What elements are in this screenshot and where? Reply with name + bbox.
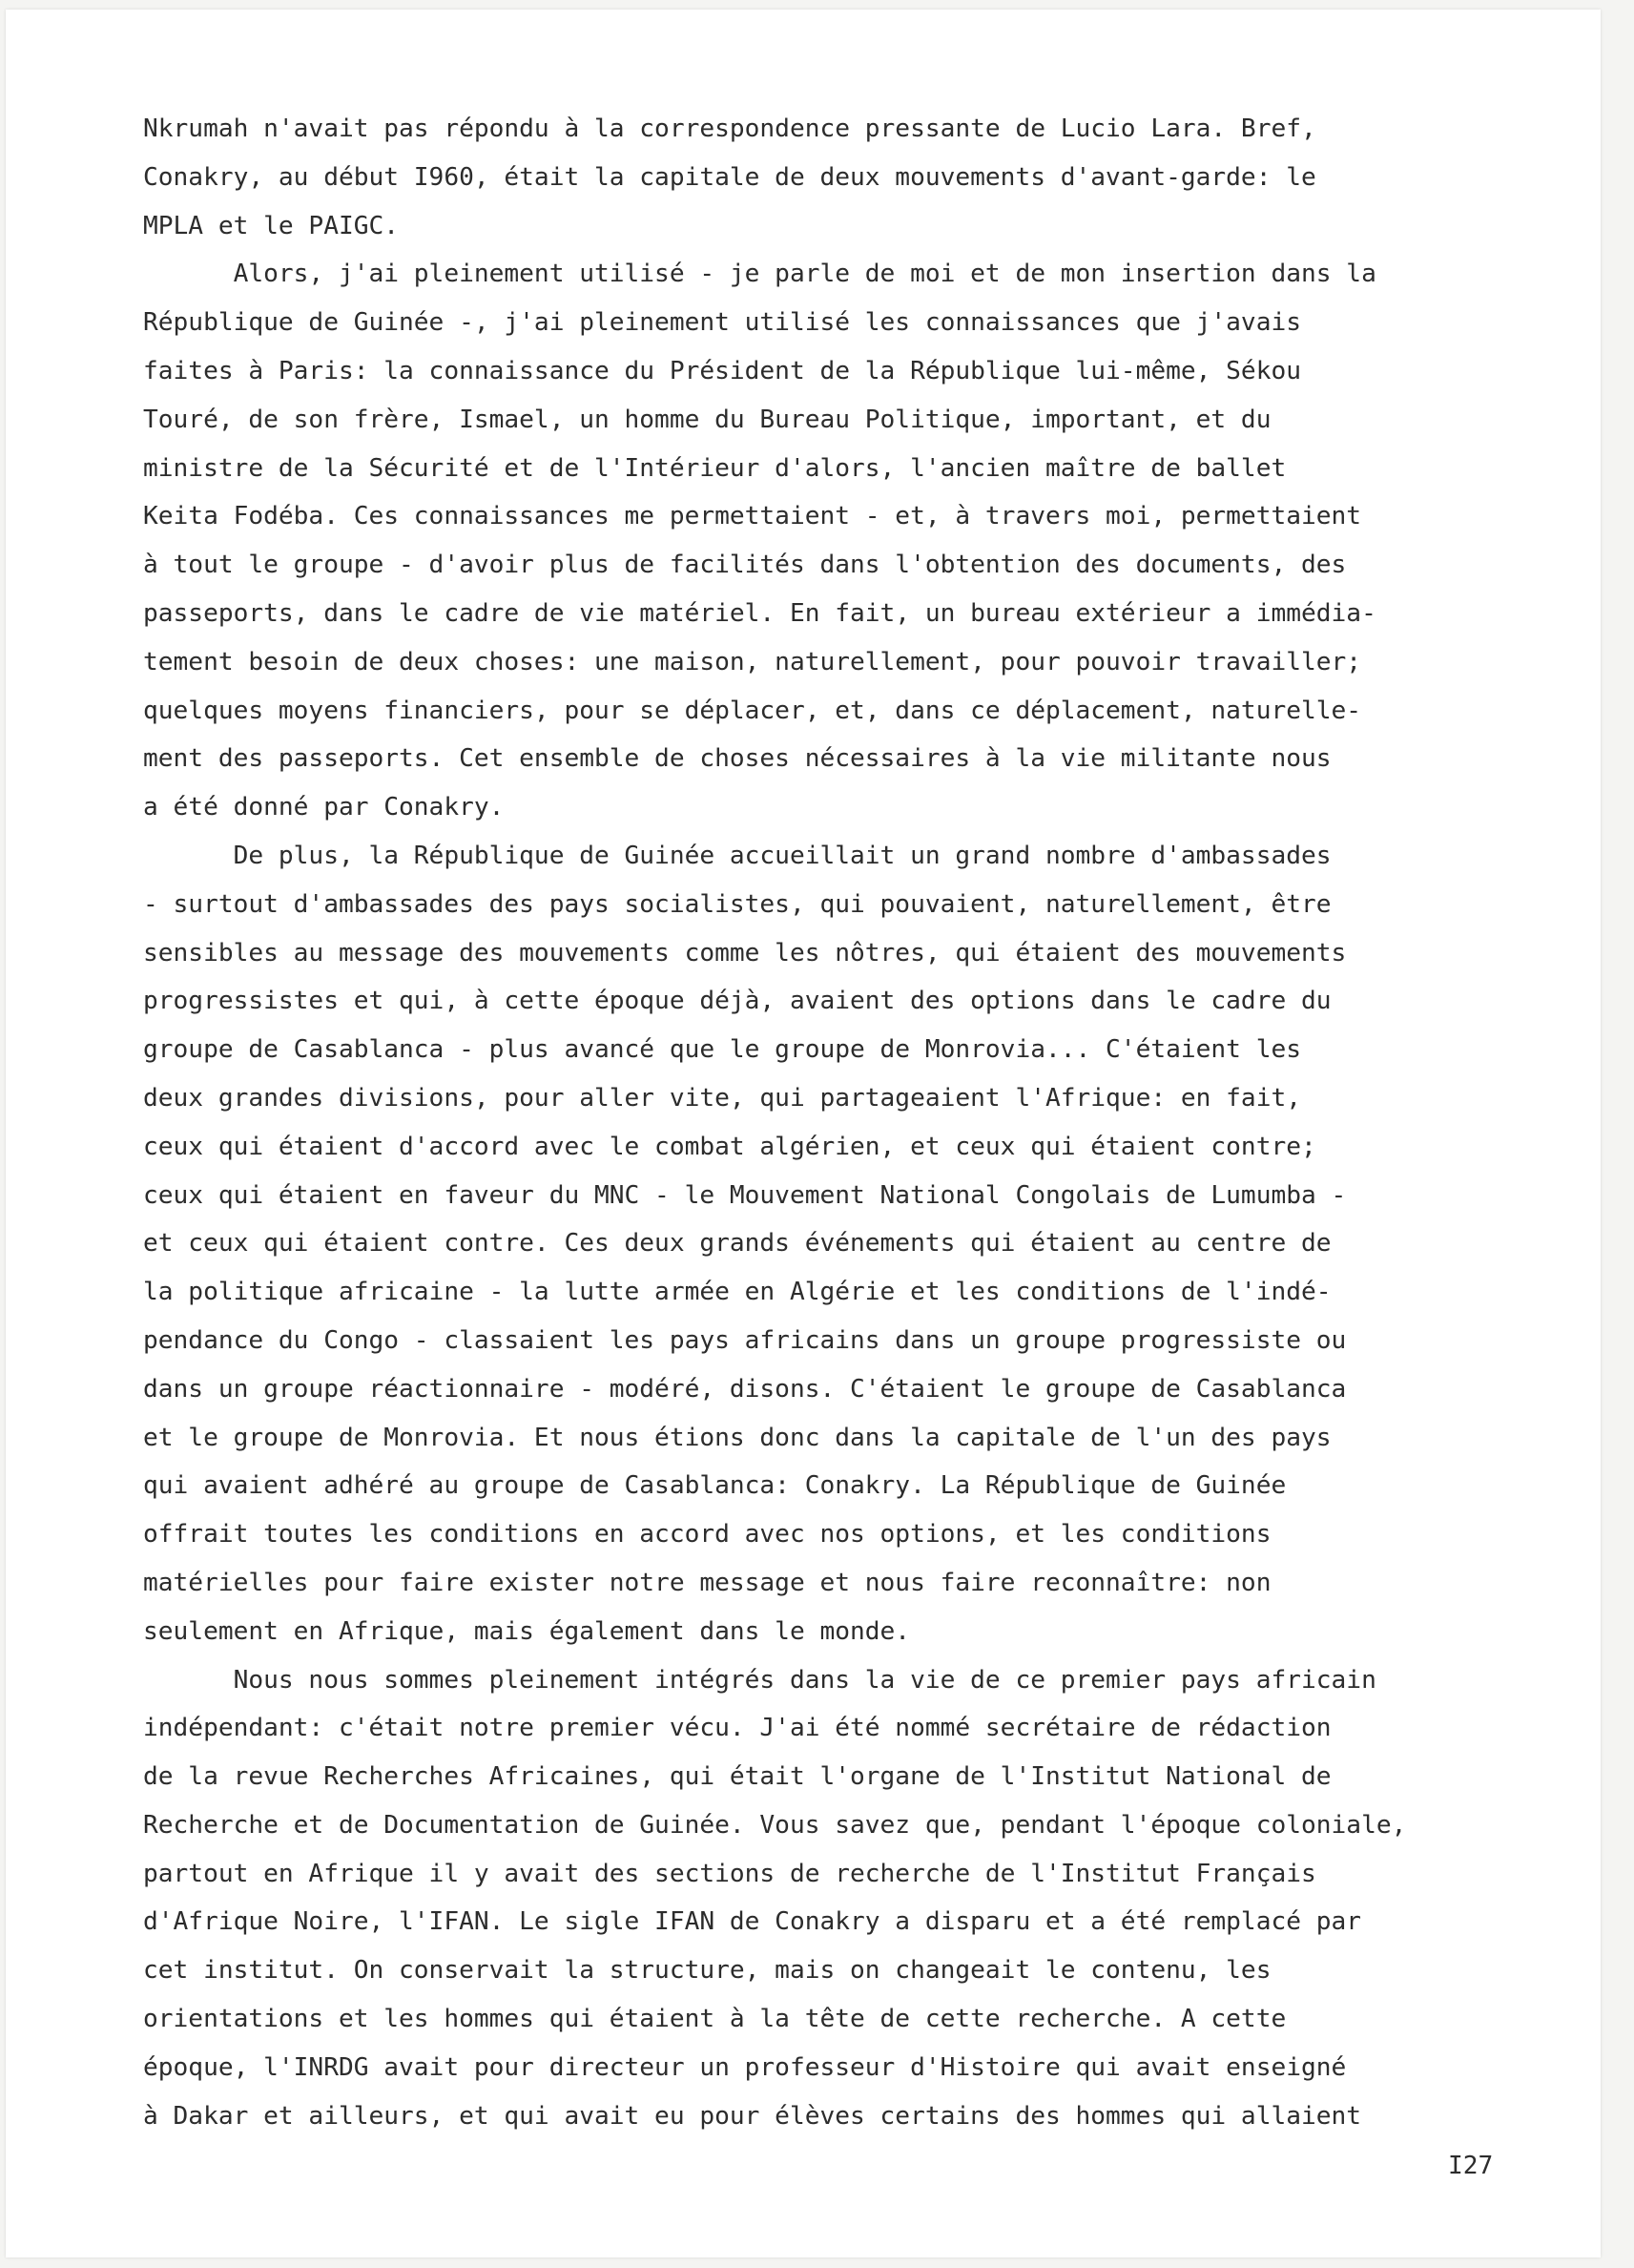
text-line: quelques moyens financiers, pour se déplacer, et, dans ce déplacement, naturelle- <box>143 696 1362 725</box>
text-line: partout en Afrique il y avait des sections de recherche de l'Institut Français <box>143 1859 1316 1888</box>
text-line: ministre de la Sécurité et de l'Intérieur d'alors, l'ancien maître de ballet <box>143 453 1287 483</box>
text-line: deux grandes divisions, pour aller vite, qui partageaient l'Afrique: en fait, <box>143 1083 1301 1113</box>
text-line: a été donné par Conakry. <box>143 793 505 822</box>
text-line: Alors, j'ai pleinement utilisé - je parle de moi et de mon insertion dans la <box>143 260 1376 289</box>
typewritten-page <box>6 10 1601 2258</box>
text-line: qui avaient adhéré au groupe de Casablanca: Conakry. La République de Guinée <box>143 1471 1287 1501</box>
text-line: pendance du Congo - classaient les pays africains dans un groupe progressiste ou <box>143 1325 1347 1355</box>
body-text <box>143 105 1555 2140</box>
text-line: De plus, la République de Guinée accueillait un grand nombre d'ambassades <box>143 841 1332 870</box>
text-line: époque, l'INRDG avait pour directeur un professeur d'Histoire qui avait enseigné <box>143 2052 1347 2082</box>
text-line: MPLA et le PAIGC. <box>143 211 400 240</box>
text-line: seulement en Afrique, mais également dans le monde. <box>143 1616 911 1646</box>
text-line: Nkrumah n'avait pas répondu à la correspondence pressante de Lucio Lara. Bref, <box>143 114 1316 143</box>
text-line: offrait toutes les conditions en accord avec nos options, et les conditions <box>143 1520 1272 1550</box>
text-line: ceux qui étaient en faveur du MNC - le Mouvement National Congolais de Lumumba - <box>143 1180 1347 1210</box>
text-line: - surtout d'ambassades des pays socialistes, qui pouvaient, naturellement, être <box>143 889 1332 919</box>
text-line: matérielles pour faire exister notre message et nous faire reconnaître: non <box>143 1568 1272 1597</box>
text-line: et ceux qui étaient contre. Ces deux grands événements qui étaient au centre de <box>143 1229 1332 1259</box>
text-line: à tout le groupe - d'avoir plus de facilités dans l'obtention des documents, des <box>143 551 1347 580</box>
text-line: ment des passeports. Cet ensemble de choses nécessaires à la vie militante nous <box>143 744 1332 774</box>
text-line: passeports, dans le cadre de vie matériel. En fait, un bureau extérieur a immédia- <box>143 598 1376 628</box>
text-line: Nous nous sommes pleinement intégrés dans la vie de ce premier pays africain <box>143 1665 1376 1695</box>
text-line: groupe de Casablanca - plus avancé que le groupe de Monrovia... C'étaient les <box>143 1035 1301 1065</box>
text-line: cet institut. On conservait la structure, mais on changeait le contenu, les <box>143 1956 1272 1986</box>
text-line: faites à Paris: la connaissance du Président de la République lui-même, Sékou <box>143 356 1301 385</box>
text-line: et le groupe de Monrovia. Et nous étions donc dans la capitale de l'un des pays <box>143 1423 1332 1452</box>
text-line: Keita Fodéba. Ces connaissances me permettaient - et, à travers moi, permettaient <box>143 502 1362 531</box>
text-line: tement besoin de deux choses: une maison, naturellement, pour pouvoir travailler; <box>143 647 1362 676</box>
text-line: République de Guinée -, j'ai pleinement utilisé les connaissances que j'avais <box>143 308 1301 338</box>
text-line: ceux qui étaient d'accord avec le combat algérien, et ceux qui étaient contre; <box>143 1132 1316 1161</box>
text-line: d'Afrique Noire, l'IFAN. Le sigle IFAN de Conakry a disparu et a été remplacé par <box>143 1907 1362 1937</box>
text-line: orientations et les hommes qui étaient à la tête de cette recherche. A cette <box>143 2005 1287 2034</box>
text-line: progressistes et qui, à cette époque déjà, avaient des options dans le cadre du <box>143 987 1332 1016</box>
text-line: Conakry, au début I960, était la capitale de deux mouvements d'avant-garde: le <box>143 162 1316 192</box>
text-line: Touré, de son frère, Ismael, un homme du Bureau Politique, important, et du <box>143 405 1272 434</box>
text-line: dans un groupe réactionnaire - modéré, disons. C'étaient le groupe de Casablanca <box>143 1374 1347 1404</box>
text-line: Recherche et de Documentation de Guinée. Vous savez que, pendant l'époque coloniale, <box>143 1810 1407 1840</box>
text-line: la politique africaine - la lutte armée en Algérie et les conditions de l'indé- <box>143 1278 1332 1307</box>
page-number: I27 <box>1448 2152 1494 2180</box>
text-line: à Dakar et ailleurs, et qui avait eu pour élèves certains des hommes qui allaient <box>143 2101 1362 2131</box>
text-line: sensibles au message des mouvements comme les nôtres, qui étaient des mouvements <box>143 938 1347 968</box>
text-line: de la revue Recherches Africaines, qui était l'organe de l'Institut National de <box>143 1762 1332 1792</box>
text-line: indépendant: c'était notre premier vécu. J'ai été nommé secrétaire de rédaction <box>143 1714 1332 1743</box>
